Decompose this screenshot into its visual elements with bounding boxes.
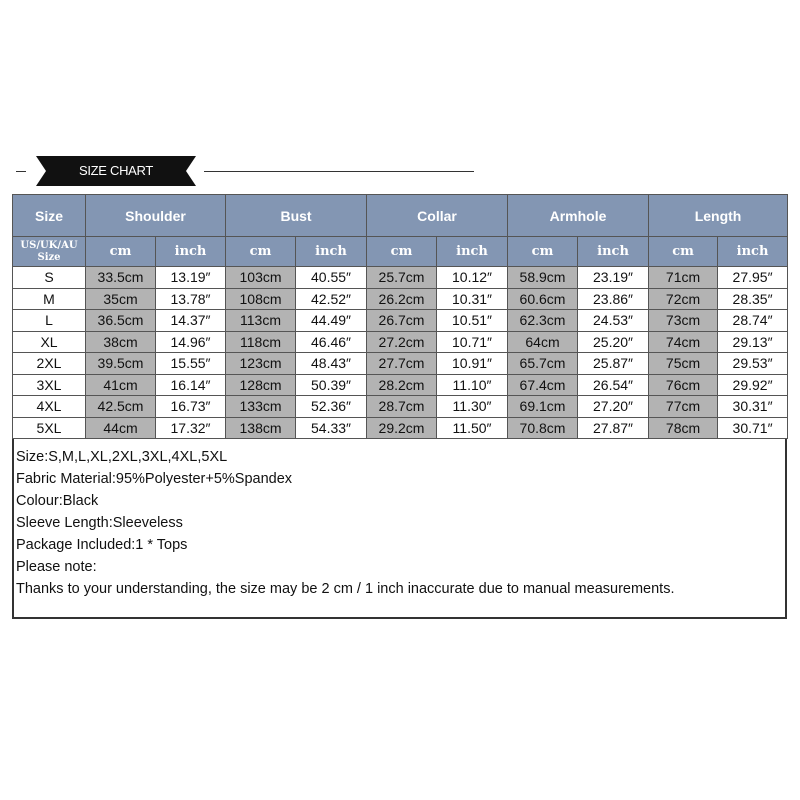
collar-cm: 26.2cm xyxy=(367,288,437,310)
table-row xyxy=(13,374,788,396)
shoulder-cm: 38cm xyxy=(86,331,156,353)
size-label: 5XL xyxy=(13,417,86,439)
collar-inch: 10.31″ xyxy=(437,288,508,310)
shoulder-inch: 16.14″ xyxy=(156,374,226,396)
size-column-header: Size xyxy=(13,195,86,237)
length-inch: 28.35″ xyxy=(718,288,788,310)
unit-inch: inch xyxy=(156,237,226,267)
bust-cm: 103cm xyxy=(226,267,296,289)
info-note-title: Please note: xyxy=(16,559,97,575)
unit-cm: cm xyxy=(367,237,437,267)
collar-cm: 28.7cm xyxy=(367,396,437,418)
size-label: 3XL xyxy=(13,374,86,396)
info-sizes: Size:S,M,L,XL,2XL,3XL,4XL,5XL xyxy=(16,449,228,465)
size-label: 2XL xyxy=(13,353,86,375)
shoulder-cm: 42.5cm xyxy=(86,396,156,418)
size-label: S xyxy=(13,267,86,289)
info-colour: Colour:Black xyxy=(16,493,99,509)
size-standard-line1: US/UK/AU xyxy=(20,239,78,251)
table-row xyxy=(13,417,788,439)
size-table xyxy=(12,194,788,439)
bust-cm: 123cm xyxy=(226,353,296,375)
bust-inch: 42.52″ xyxy=(296,288,367,310)
armhole-cm: 58.9cm xyxy=(508,267,578,289)
shoulder-inch: 14.96″ xyxy=(156,331,226,353)
collar-inch: 10.91″ xyxy=(437,353,508,375)
shoulder-cm: 41cm xyxy=(86,374,156,396)
armhole-cm: 70.8cm xyxy=(508,417,578,439)
bust-cm: 118cm xyxy=(226,331,296,353)
shoulder-inch: 13.19″ xyxy=(156,267,226,289)
armhole-inch: 24.53″ xyxy=(578,310,649,332)
length-header: Length xyxy=(649,195,788,237)
shoulder-inch: 13.78″ xyxy=(156,288,226,310)
collar-header: Collar xyxy=(367,195,508,237)
collar-inch: 10.12″ xyxy=(437,267,508,289)
bust-inch: 52.36″ xyxy=(296,396,367,418)
armhole-cm: 67.4cm xyxy=(508,374,578,396)
table-row xyxy=(13,353,788,375)
size-label: M xyxy=(13,288,86,310)
info-fabric: Fabric Material:95%Polyester+5%Spandex xyxy=(16,471,293,487)
bust-inch: 50.39″ xyxy=(296,374,367,396)
length-cm: 75cm xyxy=(649,353,718,375)
banner-title: SIZE CHART xyxy=(78,163,154,178)
armhole-inch: 26.54″ xyxy=(578,374,649,396)
collar-inch: 11.30″ xyxy=(437,396,508,418)
length-cm: 76cm xyxy=(649,374,718,396)
armhole-inch: 27.87″ xyxy=(578,417,649,439)
size-standard-line2: Size xyxy=(37,251,61,263)
shoulder-cm: 33.5cm xyxy=(86,267,156,289)
length-inch: 27.95″ xyxy=(718,267,788,289)
armhole-inch: 25.87″ xyxy=(578,353,649,375)
bust-cm: 113cm xyxy=(226,310,296,332)
length-cm: 78cm xyxy=(649,417,718,439)
collar-cm: 29.2cm xyxy=(367,417,437,439)
length-cm: 77cm xyxy=(649,396,718,418)
bust-inch: 48.43″ xyxy=(296,353,367,375)
shoulder-cm: 39.5cm xyxy=(86,353,156,375)
bust-cm: 108cm xyxy=(226,288,296,310)
table-row xyxy=(13,310,788,332)
table-row xyxy=(13,267,788,289)
unit-inch: inch xyxy=(437,237,508,267)
bust-cm: 128cm xyxy=(226,374,296,396)
length-cm: 73cm xyxy=(649,310,718,332)
table-header-row xyxy=(13,195,788,237)
shoulder-inch: 14.37″ xyxy=(156,310,226,332)
collar-inch: 10.71″ xyxy=(437,331,508,353)
unit-inch: inch xyxy=(296,237,367,267)
armhole-cm: 62.3cm xyxy=(508,310,578,332)
armhole-inch: 27.20″ xyxy=(578,396,649,418)
collar-cm: 28.2cm xyxy=(367,374,437,396)
table-unit-row xyxy=(13,237,788,267)
unit-inch: inch xyxy=(578,237,649,267)
bust-inch: 44.49″ xyxy=(296,310,367,332)
collar-inch: 10.51″ xyxy=(437,310,508,332)
info-sleeve: Sleeve Length:Sleeveless xyxy=(16,515,183,531)
collar-inch: 11.10″ xyxy=(437,374,508,396)
unit-cm: cm xyxy=(508,237,578,267)
collar-cm: 26.7cm xyxy=(367,310,437,332)
bust-cm: 138cm xyxy=(226,417,296,439)
length-inch: 30.71″ xyxy=(718,417,788,439)
length-cm: 74cm xyxy=(649,331,718,353)
bust-inch: 46.46″ xyxy=(296,331,367,353)
shoulder-header: Shoulder xyxy=(86,195,226,237)
shoulder-cm: 35cm xyxy=(86,288,156,310)
armhole-inch: 23.86″ xyxy=(578,288,649,310)
armhole-cm: 69.1cm xyxy=(508,396,578,418)
shoulder-inch: 17.32″ xyxy=(156,417,226,439)
size-label: 4XL xyxy=(13,396,86,418)
size-label: XL xyxy=(13,331,86,353)
collar-cm: 27.7cm xyxy=(367,353,437,375)
armhole-inch: 23.19″ xyxy=(578,267,649,289)
bust-inch: 54.33″ xyxy=(296,417,367,439)
length-inch: 30.31″ xyxy=(718,396,788,418)
unit-cm: cm xyxy=(86,237,156,267)
product-info xyxy=(16,446,784,600)
length-cm: 72cm xyxy=(649,288,718,310)
banner-left-dash xyxy=(16,171,26,172)
shoulder-inch: 15.55″ xyxy=(156,353,226,375)
collar-cm: 27.2cm xyxy=(367,331,437,353)
unit-cm: cm xyxy=(649,237,718,267)
armhole-cm: 65.7cm xyxy=(508,353,578,375)
bust-inch: 40.55″ xyxy=(296,267,367,289)
bust-cm: 133cm xyxy=(226,396,296,418)
length-inch: 29.13″ xyxy=(718,331,788,353)
unit-cm: cm xyxy=(226,237,296,267)
table-row xyxy=(13,396,788,418)
collar-inch: 11.50″ xyxy=(437,417,508,439)
armhole-cm: 64cm xyxy=(508,331,578,353)
length-inch: 29.53″ xyxy=(718,353,788,375)
info-package: Package Included:1 * Tops xyxy=(16,537,188,553)
info-note-text: Thanks to your understanding, the size may be 2 cm / 1 inch inaccurate due to manual measurements. xyxy=(16,581,675,597)
shoulder-inch: 16.73″ xyxy=(156,396,226,418)
table-row xyxy=(13,288,788,310)
shoulder-cm: 36.5cm xyxy=(86,310,156,332)
unit-inch: inch xyxy=(718,237,788,267)
table-row xyxy=(13,331,788,353)
armhole-header: Armhole xyxy=(508,195,649,237)
armhole-inch: 25.20″ xyxy=(578,331,649,353)
size-standard-subheader xyxy=(13,237,86,267)
length-cm: 71cm xyxy=(649,267,718,289)
collar-cm: 25.7cm xyxy=(367,267,437,289)
length-inch: 29.92″ xyxy=(718,374,788,396)
armhole-cm: 60.6cm xyxy=(508,288,578,310)
banner-rule xyxy=(204,171,474,172)
shoulder-cm: 44cm xyxy=(86,417,156,439)
length-inch: 28.74″ xyxy=(718,310,788,332)
bust-header: Bust xyxy=(226,195,367,237)
size-chart-banner xyxy=(36,156,196,186)
size-label: L xyxy=(13,310,86,332)
